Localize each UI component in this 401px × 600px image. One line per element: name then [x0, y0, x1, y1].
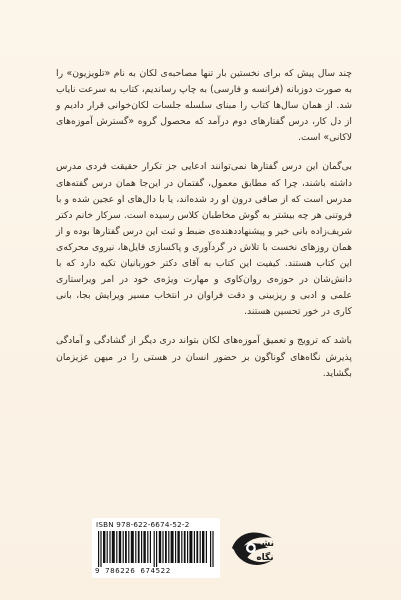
- publisher-name-line-1: نشر: [255, 539, 275, 549]
- back-cover-text: [56, 66, 352, 382]
- isbn-number: ISBN 978-622-6674-52-2: [96, 520, 190, 529]
- publisher-wordmark: [253, 530, 277, 568]
- barcode-block: [92, 518, 220, 578]
- barcode-digits: 9 786226 674522: [95, 566, 171, 575]
- barcode-icon: [98, 531, 216, 567]
- paragraph-closing: باشد که ترویج و تعمیق آموزه‌های لکان بتواند دری دیگر از گشادگی و آمادگی پذیرش نگاه‌های گوناگون بر حضور انسان در هستی را در میهن عزیزمان بگشاید.: [56, 335, 352, 379]
- paragraph-acknowledgements: بی‌گمان این درس گفتارها نمی‌توانند ادعایی جز تکرار حقیقت فردی مدرس داشته باشند، چرا که مطابق معمول، گفتمان در این‌جا همان درس گفته‌های مدرس است که از صافی درون او رد شده‌اند، یا با دال‌های او عجین شده و با فروتنی هر چه بیشتر به گوش مخاطبان کلاس رسیده است. سرکار خانم دکتر شریف‌زاده بانی خیر و پیشنهاددهنده‌ی ضبط و ثبت این درس گفتارها بوده و از همان روزهای نخست با تلاش در گردآوری و پاکسازی فایل‌ها، نیروی محرکه‌ی این کتاب هستند. کیفیت این کتاب به آقای دکتر خوربانیان تکیه دارد که با دانش‌شان در حوزه‌ی روان‌کاوی و مهارت ویژه‌ی خود در امر ویراستاری علمی و ادبی و ریزبینی و دقت فراوان در انتخاب مسیر ویرایش بجا، بانی کاری در خور تحسین هستند.: [56, 161, 352, 318]
- paragraph-intro: چند سال پیش که برای نخستین بار تنها مصاحبه‌ی لکان به نام «تلویزیون» را به صورت دوزبانه (فرانسه و فارسی) به چاپ رساندیم، کتاب به سرعت نایاب شد. از همان سال‌ها کتاب را مبنای سلسله جلسات لکان‌خوانی قرار دادیم و از دل کار، درس گفتارهای دوم درآمد که محصول گروه «گسترش آموزه‌های لاکانی» است.: [56, 68, 352, 144]
- publisher-name-line-2: نگاه: [256, 553, 274, 563]
